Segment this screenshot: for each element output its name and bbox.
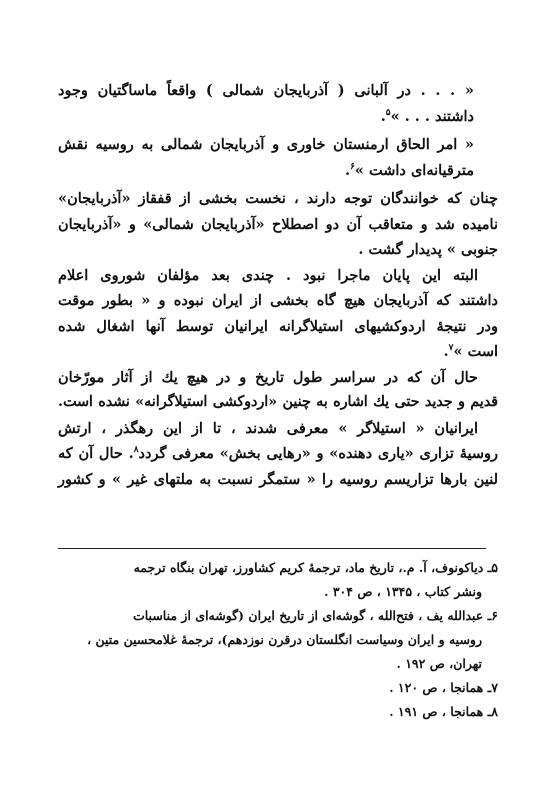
footnote-ref: ۶ bbox=[350, 161, 355, 172]
footnote-ref: ۵ bbox=[385, 107, 391, 118]
text-line: قدیم و جدید حتی یك اشاره به چنین «اردوکشی استیلاگرانه» نشده است. bbox=[58, 394, 498, 410]
text-line: « امر الحاق ارمنستان خاوری و آذربایجان شمالی به روسیه نقش bbox=[58, 136, 474, 153]
text-line: چنان که خوانندگان توجه دارند ، نخست بخشی از قفقاز «آذربایجان» bbox=[58, 190, 498, 207]
footnote-line: ۷ـ همانجا ، ص ۱۲۰ . bbox=[389, 680, 498, 695]
text-line: جنوبی » پدیدار گشت . bbox=[358, 241, 498, 258]
text-line: داشتند . . . »$^۵$. bbox=[380, 107, 474, 125]
paragraph-2 bbox=[58, 263, 498, 365]
text-line: البته این پایان ماجرا نبود . چندی بعد مؤلفان شوروی اعلام bbox=[58, 266, 478, 284]
quote-1 bbox=[58, 78, 498, 129]
footnote-line: ۵ـ دیاکونوف، آ. م.، تاریخ ماد، ترجمهٔ کریم کشاورز، تهران بنگاه ترجمه bbox=[133, 560, 498, 575]
paragraph-3 bbox=[58, 365, 498, 493]
footnote-8 bbox=[78, 700, 498, 724]
text-line: روسیهٔ تزاری «یاری دهنده» و «رهایی بخش» معرفی گردد$^۸$. حال آن که bbox=[58, 445, 498, 462]
text-line: لنین بارها تزاریسم روسیه را « ستمگر نسبت به ملتهای غیر » و کشور bbox=[58, 470, 498, 488]
text-line: است »$^۷$. bbox=[443, 343, 498, 360]
text-line: « . . . در آلبانی ( آذربایجان شمالی ) واقعاً ماساگتیان وجود bbox=[58, 82, 474, 99]
footnote-line: ۶ـ عبدالله یف ، فتح‌الله ، گوشه‌ای از تاریخ ایران (گوشه‌ای از مناسبات bbox=[132, 608, 498, 623]
footnote-line: تهران، ص ۱۹۲ . bbox=[396, 656, 482, 671]
text-line: نامیده شد و متعاقب آن دو اصطلاح «آذربایجان شمالی» و «آذربایجان bbox=[58, 215, 498, 233]
main-text bbox=[58, 78, 498, 492]
footnote-7 bbox=[78, 676, 498, 700]
footnote-5 bbox=[78, 556, 498, 604]
footnotes bbox=[78, 556, 498, 724]
text-line: حال آن که در سراسر طول تاریخ و در هیچ یك از آثار مورّخان bbox=[58, 368, 478, 386]
text-line: ایرانیان « استیلاگر » معرفی شدند ، تا از این رهگذر ، ارتش bbox=[58, 419, 478, 437]
footnote-ref: ۸ bbox=[133, 445, 139, 456]
footnote-6 bbox=[78, 604, 498, 676]
footnote-line: ونشر کتاب ، ۱۳۴۵ ، ص ۳۰۴ . bbox=[324, 584, 482, 599]
text-line: مترقیانه‌ای داشت »$^۶$. bbox=[345, 161, 474, 179]
footnote-ref: ۷ bbox=[448, 343, 454, 354]
text-line: داشتند که آذربایجان هیچ گاه بخشی از ایران نبوده و « بطور موقت bbox=[58, 292, 498, 309]
quote-2 bbox=[58, 132, 498, 183]
footnote-divider bbox=[58, 548, 486, 549]
text-line: ودر نتیجهٔ اردوکشیهای استیلاگرانه ایرانیان توسط آنها اشغال شده bbox=[58, 317, 498, 335]
footnote-line: روسیه و ایران وسیاست انگلستان درقرن نوزدهم)، ترجمهٔ غلامحسین متین ، bbox=[87, 632, 482, 647]
paragraph-1 bbox=[58, 186, 498, 263]
footnote-line: ۸ـ همانجا ، ص ۱۹۱ . bbox=[389, 704, 498, 719]
